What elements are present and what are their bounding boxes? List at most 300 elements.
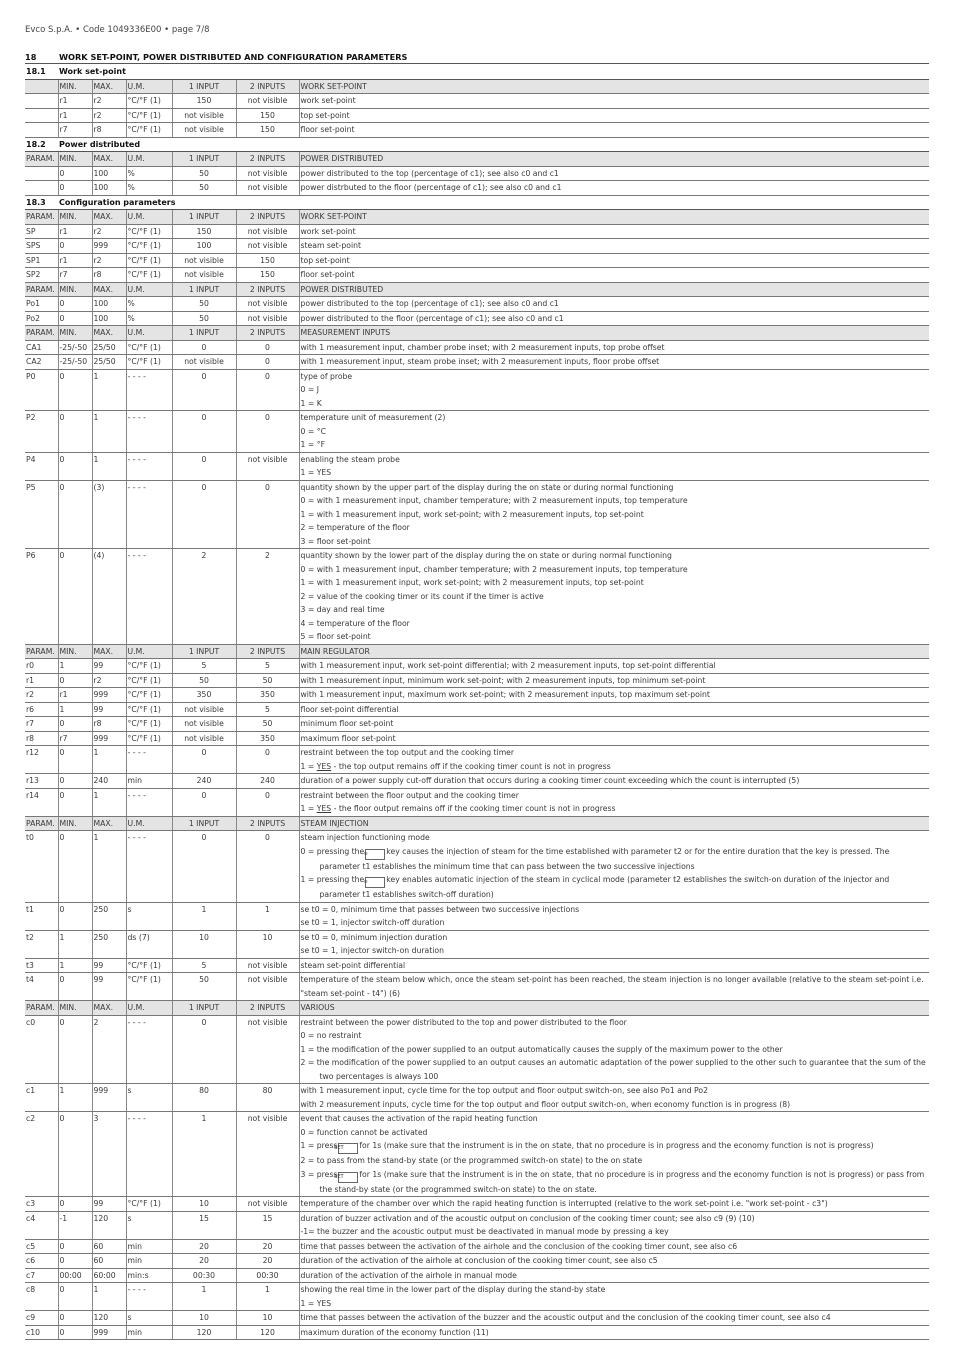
desc-line: 1 = YES	[300, 468, 332, 477]
param-max: 120	[92, 1311, 126, 1326]
group-title: STEAM INJECTION	[299, 816, 929, 831]
param-2-inputs: 150	[236, 123, 299, 138]
param-description: steam set-point	[299, 239, 929, 254]
group-header-row	[25, 1001, 929, 1016]
param-1-input: 350	[172, 688, 236, 703]
group-header-row	[25, 326, 929, 341]
param-row-p4	[25, 452, 929, 480]
param-name: r2	[25, 688, 58, 703]
param-min: -25/-50	[58, 340, 92, 355]
param-name: c2	[25, 1112, 58, 1197]
param-unit: - - - -	[126, 1112, 172, 1197]
section-title: 18 WORK SET-POINT, POWER DISTRIBUTED AND CONFIGURATION PARAMETERS	[25, 52, 929, 64]
param-unit: °C/°F (1)	[126, 340, 172, 355]
param-row-p5	[25, 480, 929, 549]
desc-line: key causes the injection of steam for the time established with parameter t2 or for the entire duration that the key is pressed. The parameter t1 establishes the minimum time that can pass between the two successive injections	[319, 846, 890, 871]
param-1-input: 120	[172, 1325, 236, 1340]
column-header-param	[25, 79, 58, 94]
param-min: 0	[58, 1239, 92, 1254]
param-2-inputs: not visible	[236, 1197, 299, 1212]
param-1-input: 0	[172, 480, 236, 549]
param-min: 0	[58, 831, 92, 903]
param-1-input: 0	[172, 411, 236, 453]
param-row-po2	[25, 311, 929, 326]
param-2-inputs: 0	[236, 746, 299, 774]
param-description	[299, 549, 929, 645]
column-header-in1: 1 INPUT	[172, 282, 236, 297]
desc-line: restraint between the top output and the cooking timer	[300, 748, 515, 757]
column-header-min: MIN.	[58, 644, 92, 659]
param-max: 100	[92, 181, 126, 196]
param-1-input: 50	[172, 973, 236, 1001]
param-unit: ds (7)	[126, 930, 172, 958]
param-2-inputs: 0	[236, 831, 299, 903]
param-name: c4	[25, 1211, 58, 1239]
group-header-row	[25, 282, 929, 297]
param-2-inputs: 150	[236, 268, 299, 283]
param-row-c10	[25, 1325, 929, 1340]
param-2-inputs: not visible	[236, 973, 299, 1001]
desc-line: showing the real time in the lower part of the display during the stand-by state	[300, 1285, 606, 1294]
param-description: temperature of the chamber over which the rapid heating function is interrupted (relative to the work set-point i.e. "work set-point - c3")	[299, 1197, 929, 1212]
param-name: c10	[25, 1325, 58, 1340]
param-2-inputs: not visible	[236, 224, 299, 239]
param-min: 1	[58, 702, 92, 717]
param-1-input: not visible	[172, 108, 236, 123]
desc-line: 1 = YES	[300, 1298, 332, 1308]
param-max: 25/50	[92, 355, 126, 370]
param-unit: °C/°F (1)	[126, 973, 172, 1001]
param-description: work set-point	[299, 94, 929, 109]
group-header-row	[25, 152, 929, 167]
param-max: 999	[92, 1325, 126, 1340]
param-1-input: 150	[172, 224, 236, 239]
column-header-param: PARAM.	[25, 644, 58, 659]
desc-line: 0 = with 1 measurement input, chamber temperature; with 2 measurement inputs, top temperature	[300, 564, 688, 574]
param-1-input: 10	[172, 1197, 236, 1212]
param-min: 0	[58, 311, 92, 326]
subsection-heading	[25, 137, 929, 152]
param-1-input: 80	[172, 1084, 236, 1112]
param-2-inputs: 15	[236, 1211, 299, 1239]
param-1-input: 0	[172, 788, 236, 816]
param-description: with 1 measurement input, work set-point differential; with 2 measurement inputs, top set-point differential	[299, 659, 929, 674]
param-description: top set-point	[299, 253, 929, 268]
param-max: (4)	[92, 549, 126, 645]
desc-line: 2 = the modification of the power supplied to an output causes an automatic adaptation of the power supplied to the other such to guarantee that the sum of the two percentages is always 100	[300, 1058, 926, 1081]
param-min: 0	[58, 181, 92, 196]
param-2-inputs: not visible	[236, 239, 299, 254]
param-min: 0	[58, 1197, 92, 1212]
param-name: P6	[25, 549, 58, 645]
param-row-t0	[25, 831, 929, 903]
param-row-t3	[25, 958, 929, 973]
param-1-input: 20	[172, 1254, 236, 1269]
param-1-input: 50	[172, 181, 236, 196]
param-name: r14	[25, 788, 58, 816]
param-name: c8	[25, 1283, 58, 1311]
param-name: t3	[25, 958, 58, 973]
param-2-inputs: 1	[236, 902, 299, 930]
param-name	[25, 166, 58, 181]
column-header-min: MIN.	[58, 816, 92, 831]
param-name: c5	[25, 1239, 58, 1254]
column-header-max: MAX.	[92, 152, 126, 167]
param-unit: °C/°F (1)	[126, 355, 172, 370]
param-row-c7	[25, 1268, 929, 1283]
param-unit: - - - -	[126, 369, 172, 411]
param-min: r7	[58, 123, 92, 138]
param-2-inputs: 0	[236, 480, 299, 549]
param-max: r2	[92, 108, 126, 123]
param-1-input: 1	[172, 1283, 236, 1311]
desc-line: 2 = value of the cooking timer or its count if the timer is active	[300, 591, 544, 601]
desc-line: for 1s (make sure that the instrument is in the on state, that no procedure is in progress and the economy function is not is progress)	[359, 1141, 874, 1150]
param-unit: °C/°F (1)	[126, 253, 172, 268]
param-1-input: 0	[172, 746, 236, 774]
desc-line: se t0 = 0, minimum time that passes between two successive injections	[300, 904, 580, 914]
param-min: 0	[58, 1311, 92, 1326]
param-max: 120	[92, 1211, 126, 1239]
group-title: POWER DISTRIBUTED	[299, 152, 929, 167]
param-max: 60	[92, 1239, 126, 1254]
param-min: 00:00	[58, 1268, 92, 1283]
param-unit: %	[126, 297, 172, 312]
param-description: power distributed to the top (percentage of c1); see also c0 and c1	[299, 166, 929, 181]
param-row-pd1	[25, 166, 929, 181]
param-unit: - - - -	[126, 452, 172, 480]
param-2-inputs: 10	[236, 930, 299, 958]
param-max: 100	[92, 311, 126, 326]
param-name: r8	[25, 731, 58, 746]
param-max: r2	[92, 253, 126, 268]
param-name: c1	[25, 1084, 58, 1112]
subsection-title: Work set-point	[58, 65, 929, 79]
desc-line: 3 = floor set-point	[300, 536, 371, 546]
param-description	[299, 1084, 929, 1112]
column-header-max: MAX.	[92, 644, 126, 659]
param-row-c1	[25, 1084, 929, 1112]
desc-line: 1 =	[300, 761, 317, 771]
steam-key-icon: ≋	[365, 849, 385, 860]
param-min: 0	[58, 1325, 92, 1340]
subsection-title: Configuration parameters	[58, 195, 929, 210]
param-row-p0	[25, 369, 929, 411]
param-unit: °C/°F (1)	[126, 123, 172, 138]
param-2-inputs: 0	[236, 411, 299, 453]
param-unit: min	[126, 1239, 172, 1254]
param-max: 99	[92, 659, 126, 674]
column-header-in1: 1 INPUT	[172, 816, 236, 831]
param-row-sp2	[25, 268, 929, 283]
param-row-c8	[25, 1283, 929, 1311]
param-name: r0	[25, 659, 58, 674]
column-header-in1: 1 INPUT	[172, 644, 236, 659]
param-name: c9	[25, 1311, 58, 1326]
param-description	[299, 452, 929, 480]
param-2-inputs: not visible	[236, 166, 299, 181]
param-2-inputs: 350	[236, 688, 299, 703]
param-1-input: 50	[172, 297, 236, 312]
param-name: c3	[25, 1197, 58, 1212]
desc-line: 1 =	[300, 804, 317, 813]
param-max: r2	[92, 224, 126, 239]
column-header-param: PARAM.	[25, 152, 58, 167]
param-min: 0	[58, 369, 92, 411]
column-header-in1: 1 INPUT	[172, 79, 236, 94]
param-1-input: 50	[172, 311, 236, 326]
column-header-in1: 1 INPUT	[172, 326, 236, 341]
desc-line: with 2 measurement inputs, cycle time for the top output and floor output switch-on, when economy function is in progress (8)	[300, 1099, 791, 1109]
param-unit: %	[126, 311, 172, 326]
desc-line: 1 = K	[300, 398, 322, 408]
group-title: POWER DISTRIBUTED	[299, 282, 929, 297]
param-description: time that passes between the activation of the airhole and the conclusion of the cooking timer count, see also c6	[299, 1239, 929, 1254]
subsection-title: Power distributed	[58, 137, 929, 152]
param-2-inputs: not visible	[236, 1112, 299, 1197]
param-description: with 1 measurement input, maximum work set-point; with 2 measurement inputs, top maximum set-point	[299, 688, 929, 703]
param-max: 999	[92, 1084, 126, 1112]
param-max: r8	[92, 123, 126, 138]
desc-line: with 1 measurement input, cycle time for the top output and floor output switch-on, see also Po1 and Po2	[300, 1086, 709, 1095]
column-header-um: U.M.	[126, 816, 172, 831]
param-row-c3	[25, 1197, 929, 1212]
desc-line: se t0 = 1, injector switch-on duration	[300, 946, 444, 955]
param-description: with 1 measurement input, steam probe inset; with 2 measurement inputs, floor probe offset	[299, 355, 929, 370]
param-max: 99	[92, 702, 126, 717]
param-row-r2	[25, 688, 929, 703]
desc-line: steam injection functioning mode	[300, 833, 430, 842]
param-2-inputs: 0	[236, 355, 299, 370]
column-header-um: U.M.	[126, 326, 172, 341]
desc-line: 1 = with 1 measurement input, work set-point; with 2 measurement inputs, top set-point	[300, 578, 644, 587]
set-key-icon: SET	[338, 1172, 358, 1183]
param-max: 240	[92, 774, 126, 789]
param-row-c5	[25, 1239, 929, 1254]
param-max: 99	[92, 973, 126, 1001]
param-name: t1	[25, 902, 58, 930]
param-name: r12	[25, 746, 58, 774]
param-2-inputs: 20	[236, 1254, 299, 1269]
param-max: r2	[92, 94, 126, 109]
param-max: 99	[92, 1197, 126, 1212]
param-max: 100	[92, 297, 126, 312]
param-unit: - - - -	[126, 411, 172, 453]
param-1-input: 0	[172, 831, 236, 903]
param-name: Po1	[25, 297, 58, 312]
param-name: Po2	[25, 311, 58, 326]
yes-text: YES	[316, 761, 332, 771]
param-description	[299, 411, 929, 453]
desc-line: 3 = day and real time	[300, 605, 385, 614]
param-unit: - - - -	[126, 480, 172, 549]
column-header-in2: 2 INPUTS	[236, 152, 299, 167]
param-2-inputs: 120	[236, 1325, 299, 1340]
param-name: SPS	[25, 239, 58, 254]
desc-line	[301, 802, 929, 816]
param-description	[299, 930, 929, 958]
param-2-inputs: 150	[236, 253, 299, 268]
desc-line: enabling the steam probe	[300, 454, 400, 464]
param-min: 0	[58, 717, 92, 732]
param-max: 99	[92, 958, 126, 973]
column-header-um: U.M.	[126, 1001, 172, 1016]
page-header: Evco S.p.A. • Code 1049336E00 • page 7/8	[25, 25, 210, 35]
param-row-r0	[25, 659, 929, 674]
param-description	[299, 746, 929, 774]
param-description: floor set-point	[299, 123, 929, 138]
subsection-number: 18.1	[25, 65, 58, 79]
param-1-input: not visible	[172, 702, 236, 717]
column-header-in1: 1 INPUT	[172, 152, 236, 167]
param-unit: - - - -	[126, 746, 172, 774]
column-header-um: U.M.	[126, 282, 172, 297]
param-unit: %	[126, 181, 172, 196]
param-row-sps	[25, 239, 929, 254]
param-1-input: 0	[172, 452, 236, 480]
param-row-ws3	[25, 123, 929, 138]
group-title: MAIN REGULATOR	[299, 644, 929, 659]
column-header-param: PARAM.	[25, 1001, 58, 1016]
column-header-in2: 2 INPUTS	[236, 816, 299, 831]
param-row-sp	[25, 224, 929, 239]
param-min: 0	[58, 1112, 92, 1197]
param-2-inputs: 5	[236, 702, 299, 717]
param-unit: °C/°F (1)	[126, 958, 172, 973]
param-unit: °C/°F (1)	[126, 239, 172, 254]
param-name: r13	[25, 774, 58, 789]
desc-line: 0 = J	[300, 385, 319, 394]
column-header-um: U.M.	[126, 210, 172, 225]
param-2-inputs: 350	[236, 731, 299, 746]
param-name	[25, 181, 58, 196]
param-row-t1	[25, 902, 929, 930]
desc-line: restraint between the power distributed to the top and power distributed to the floor	[300, 1017, 627, 1027]
param-min: r1	[58, 108, 92, 123]
param-min: r7	[58, 268, 92, 283]
column-header-min: MIN.	[58, 79, 92, 94]
param-min: 0	[58, 239, 92, 254]
desc-line: 5 = floor set-point	[300, 632, 371, 641]
param-max: 1	[92, 788, 126, 816]
param-max: 999	[92, 239, 126, 254]
param-description	[299, 1211, 929, 1239]
param-2-inputs: 5	[236, 659, 299, 674]
column-header-param: PARAM.	[25, 816, 58, 831]
param-description: minimum floor set-point	[299, 717, 929, 732]
column-header-in2: 2 INPUTS	[236, 1001, 299, 1016]
param-name: CA2	[25, 355, 58, 370]
subsection-heading	[25, 65, 929, 79]
param-name: P4	[25, 452, 58, 480]
subsection-heading	[25, 195, 929, 210]
param-description: floor set-point differential	[299, 702, 929, 717]
param-2-inputs: not visible	[236, 1015, 299, 1084]
desc-line	[301, 760, 929, 774]
column-header-max: MAX.	[92, 326, 126, 341]
param-description: floor set-point	[299, 268, 929, 283]
param-row-c9	[25, 1311, 929, 1326]
param-description: with 1 measurement input, chamber probe inset; with 2 measurement inputs, top probe offset	[299, 340, 929, 355]
param-unit: °C/°F (1)	[126, 673, 172, 688]
param-1-input: not visible	[172, 268, 236, 283]
column-header-min: MIN.	[58, 210, 92, 225]
param-name: c6	[25, 1254, 58, 1269]
param-unit: °C/°F (1)	[126, 224, 172, 239]
param-name: P2	[25, 411, 58, 453]
param-unit: - - - -	[126, 831, 172, 903]
param-unit: min	[126, 774, 172, 789]
param-name	[25, 94, 58, 109]
desc-line: duration of buzzer activation and of the acoustic output on conclusion of the cooking timer count; see also c9 (9) (10)	[300, 1213, 755, 1223]
column-header-min: MIN.	[58, 1001, 92, 1016]
param-row-ws1	[25, 94, 929, 109]
param-name: CA1	[25, 340, 58, 355]
desc-line: restraint between the floor output and the cooking timer	[300, 790, 519, 800]
param-unit: s	[126, 902, 172, 930]
param-min: 0	[58, 411, 92, 453]
param-unit: °C/°F (1)	[126, 688, 172, 703]
param-row-ca2	[25, 355, 929, 370]
param-min: r1	[58, 688, 92, 703]
param-min: 0	[58, 973, 92, 1001]
param-2-inputs: not visible	[236, 958, 299, 973]
column-header-param: PARAM.	[25, 210, 58, 225]
param-row-sp1	[25, 253, 929, 268]
desc-line: for 1s (make sure that the instrument is in the on state, that no procedure is in progress and the economy function is not is progress) or pass from the stand-by state (or the programmed switch-on state) to the on state.	[319, 1169, 925, 1194]
param-min: r7	[58, 731, 92, 746]
param-unit: min:s	[126, 1268, 172, 1283]
param-min: 0	[58, 297, 92, 312]
param-1-input: not visible	[172, 355, 236, 370]
param-max: 25/50	[92, 340, 126, 355]
param-name: r6	[25, 702, 58, 717]
param-min: 0	[58, 1015, 92, 1084]
param-min: r1	[58, 224, 92, 239]
desc-line: 1 = press	[300, 1141, 338, 1150]
desc-line: key enables automatic injection of the steam in cyclical mode (parameter t2 establishes the switch-on duration of the injector and parameter t1 establishes switch-off duration)	[319, 875, 890, 899]
set-key-icon: SET	[338, 1143, 358, 1154]
desc-line: quantity shown by the lower part of the display during the on state or during normal functioning	[300, 551, 672, 560]
param-1-input: 0	[172, 340, 236, 355]
group-header-row	[25, 816, 929, 831]
param-1-input: 240	[172, 774, 236, 789]
column-header-max: MAX.	[92, 1001, 126, 1016]
param-max: 1	[92, 831, 126, 903]
column-header-in1: 1 INPUT	[172, 1001, 236, 1016]
desc-line	[301, 873, 929, 902]
param-min: 0	[58, 452, 92, 480]
param-row-t2	[25, 930, 929, 958]
param-name: SP1	[25, 253, 58, 268]
param-row-r13	[25, 774, 929, 789]
param-description: maximum floor set-point	[299, 731, 929, 746]
param-name: P5	[25, 480, 58, 549]
param-min: 1	[58, 1084, 92, 1112]
param-description	[299, 1015, 929, 1084]
group-title: WORK SET-POINT	[299, 210, 929, 225]
group-header-row	[25, 644, 929, 659]
param-max: 1	[92, 411, 126, 453]
param-max: 250	[92, 930, 126, 958]
param-description: steam set-point differential	[299, 958, 929, 973]
param-row-r8	[25, 731, 929, 746]
param-1-input: not visible	[172, 253, 236, 268]
param-2-inputs: 00:30	[236, 1268, 299, 1283]
param-row-c0	[25, 1015, 929, 1084]
param-description: time that passes between the activation of the buzzer and the acoustic output and the conclusion of the cooking timer count, see also c4	[299, 1311, 929, 1326]
desc-line: 3 = press	[300, 1169, 338, 1179]
